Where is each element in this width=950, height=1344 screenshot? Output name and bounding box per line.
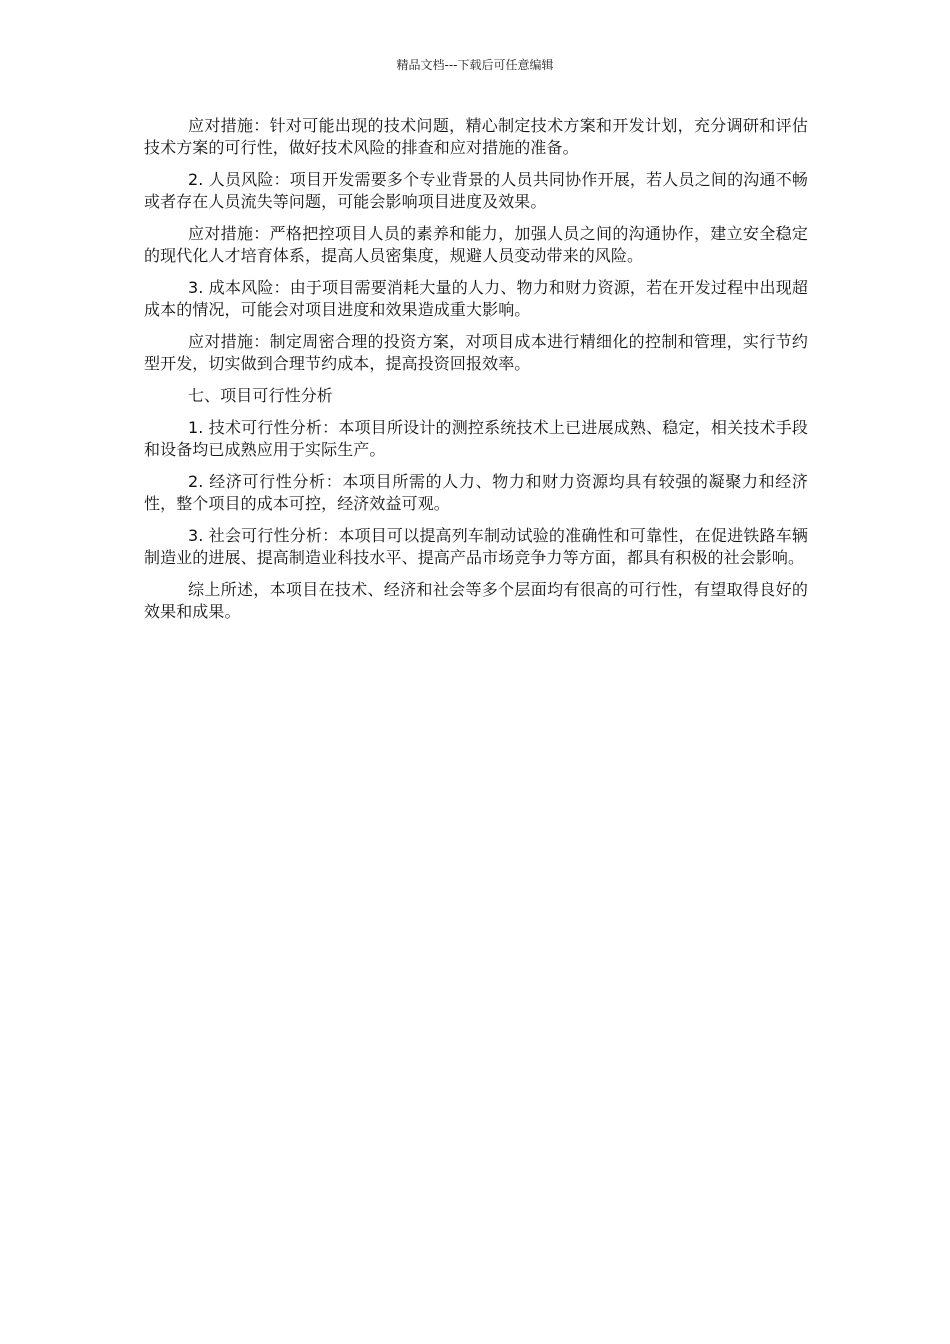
- paragraph-cost-risk: 3. 成本风险：由于项目需要消耗大量的人力、物力和财力资源，若在开发过程中出现超成本的情况，可能会对项目进度和效果造成重大影响。: [144, 278, 808, 319]
- paragraph-personnel-risk: 2. 人员风险：项目开发需要多个专业背景的人员共同协作开展，若人员之间的沟通不畅或者存在人员流失等问题，可能会影响项目进度及效果。: [144, 170, 808, 211]
- document-body: [144, 115, 808, 633]
- page-header: 精品文档---下载后可任意编辑: [396, 58, 554, 72]
- paragraph-tech-feasibility: 1. 技术可行性分析：本项目所设计的测控系统技术上已进展成熟、稳定，相关技术手段和设备均已成熟应用于实际生产。: [144, 418, 808, 459]
- paragraph-social-feasibility: 3. 社会可行性分析：本项目可以提高列车制动试验的准确性和可靠性，在促进铁路车辆制造业的进展、提高制造业科技水平、提高产品市场竞争力等方面，都具有积极的社会影响。: [144, 526, 808, 567]
- paragraph-personnel-risk-measures: 应对措施：严格把控项目人员的素养和能力，加强人员之间的沟通协作，建立安全稳定的现代化人才培育体系，提高人员密集度，规避人员变动带来的风险。: [144, 224, 808, 265]
- paragraph-conclusion: 综上所述，本项目在技术、经济和社会等多个层面均有很高的可行性，有望取得良好的效果和成果。: [144, 580, 808, 621]
- paragraph-tech-risk-measures: 应对措施：针对可能出现的技术问题，精心制定技术方案和开发计划，充分调研和评估技术方案的可行性，做好技术风险的排查和应对措施的准备。: [144, 116, 808, 157]
- paragraph-economic-feasibility: 2. 经济可行性分析：本项目所需的人力、物力和财力资源均具有较强的凝聚力和经济性，整个项目的成本可控，经济效益可观。: [144, 472, 808, 513]
- section-heading-feasibility: 七、项目可行性分析: [188, 386, 333, 405]
- paragraph-cost-risk-measures: 应对措施：制定周密合理的投资方案，对项目成本进行精细化的控制和管理，实行节约型开发，切实做到合理节约成本，提高投资回报效率。: [144, 332, 808, 373]
